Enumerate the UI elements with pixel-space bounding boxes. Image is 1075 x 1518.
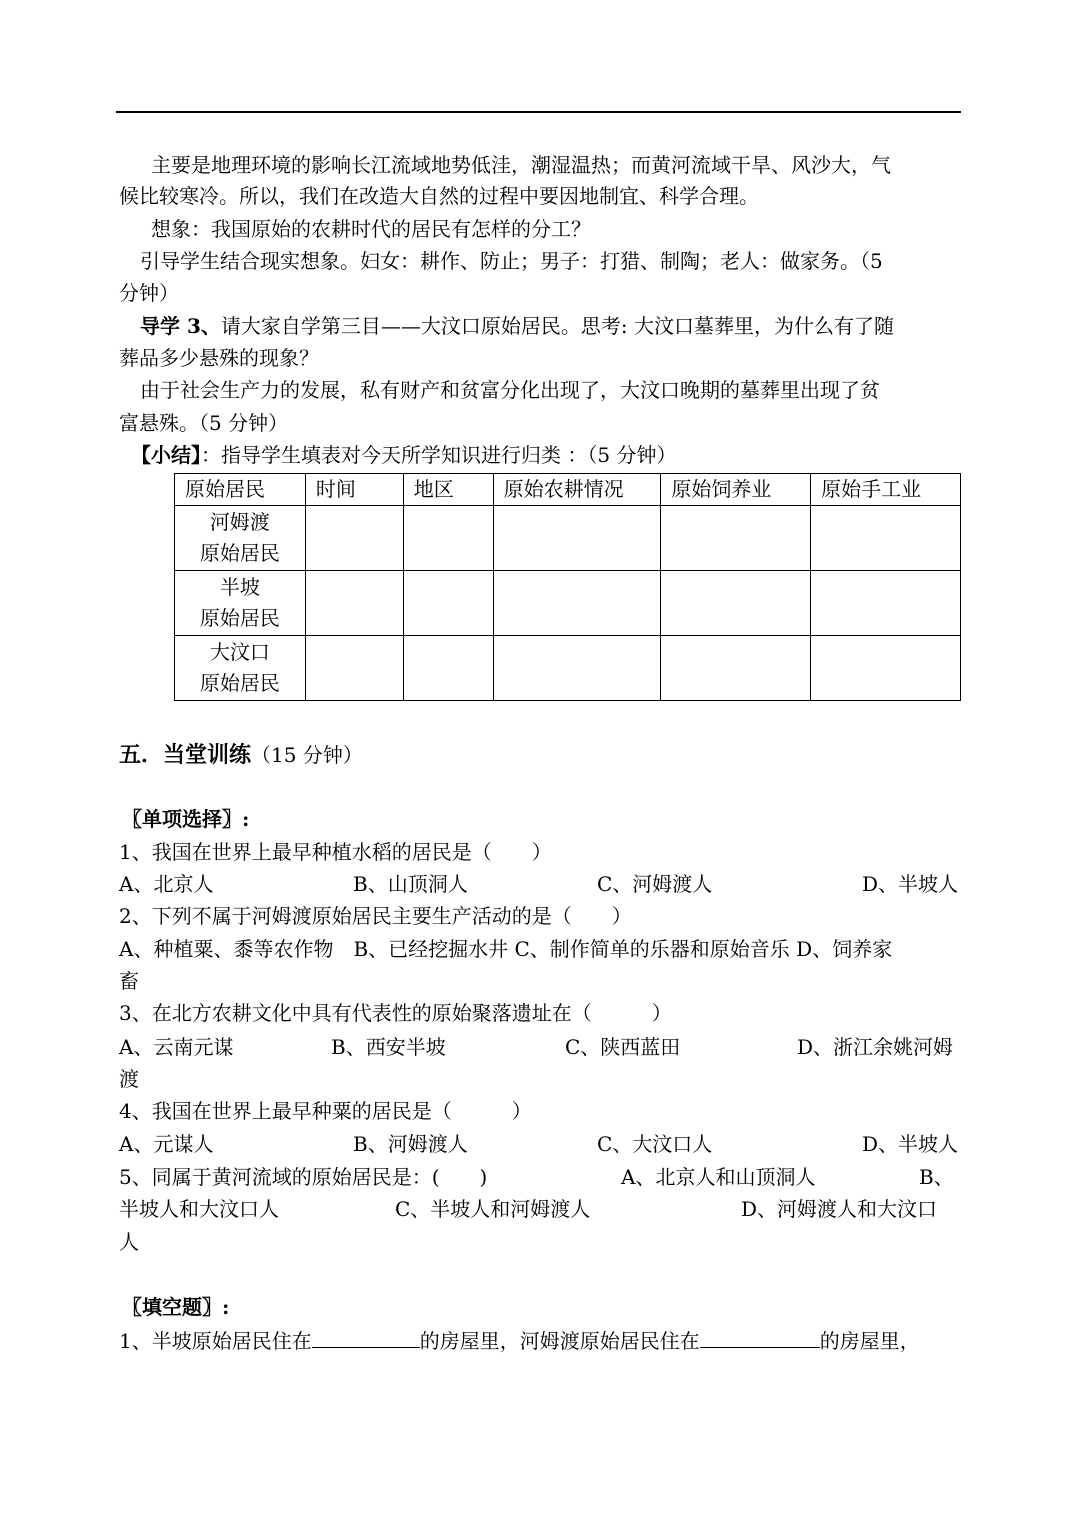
option-a[interactable]: A、元谋人 [119,1132,214,1156]
table-header-cell: 地区 [403,474,493,506]
question-stem: 4、我国在世界上最早种粟的居民是（ ） [119,1099,532,1123]
fill-text: 的房屋里，河姆渡原始居民住在 [419,1329,700,1353]
option-continuation: 人 [119,1230,139,1254]
option-continuation: 渡 [119,1067,139,1091]
fill-text: 1、半坡原始居民住在 [119,1329,312,1353]
table-cell[interactable] [305,636,403,701]
header-rule [116,111,961,113]
paragraph-line: 引导学生结合现实想象。妇女：耕作、防止；男子：打猎、制陶；老人：做家务。（5 [140,249,883,273]
table-header-cell: 时间 [305,474,403,506]
table-header-cell: 原始农耕情况 [493,474,661,506]
question-options: 畜 [119,969,139,993]
table-cell[interactable] [403,506,493,571]
paragraph-line: 想象：我国原始的农耕时代的居民有怎样的分工？ [151,217,591,241]
section-heading [119,739,363,771]
option-b-marker[interactable]: B、 [919,1165,954,1189]
table-cell[interactable] [493,636,661,701]
question-stem: 5、同属于黄河流域的原始居民是：( ) [119,1165,488,1189]
option-b[interactable]: 半坡人和大汶口人 [119,1197,279,1221]
paragraph-line: 由于社会生产力的发展，私有财产和贫富分化出现了，大汶口晚期的墓葬里出现了贫 [140,378,880,402]
table-cell[interactable] [811,636,961,701]
option-c[interactable]: C、陕西蓝田 [565,1035,681,1059]
summary-line [131,440,676,470]
guide-text: 请大家自学第三目——大汶口原始居民。思考: 大汶口墓葬里，为什么有了随 [220,314,894,338]
table-cell[interactable] [811,506,961,571]
table-row-label: 河姆渡 原始居民 [175,506,306,571]
paragraph-line: 候比较寒冷。所以，我们在改造大自然的过程中要因地制宜、科学合理。 [119,184,759,208]
option-a[interactable]: A、云南元谋 [119,1035,234,1059]
option-b[interactable]: B、山顶洞人 [353,872,468,896]
table-row [175,636,961,701]
paragraph-line: 富悬殊。（5 分钟） [119,411,289,435]
paragraph-line: 葬品多少悬殊的现象？ [119,346,319,370]
option-c[interactable]: C、大汶口人 [597,1132,713,1156]
table-header-row [175,474,961,506]
option-a[interactable]: A、北京人和山顶洞人 [621,1165,816,1189]
table-row [175,571,961,636]
fill-text: 的房屋里， [819,1329,920,1353]
table-cell[interactable] [305,506,403,571]
table-cell[interactable] [493,506,661,571]
option-b[interactable]: B、河姆渡人 [353,1132,468,1156]
table-header-cell: 原始饲养业 [661,474,811,506]
option-d[interactable]: D、半坡人 [862,1132,959,1156]
table-cell[interactable] [493,571,661,636]
table-cell[interactable] [305,571,403,636]
paragraph-line: 主要是地理环境的影响长江流域地势低洼，潮湿温热；而黄河流域干旱、风沙大，气 [151,153,891,177]
table-header-cell: 原始手工业 [811,474,961,506]
table-cell[interactable] [661,571,811,636]
summary-text: ：指导学生填表对今天所学知识进行归类 ：（5 分钟） [201,443,677,467]
option-d[interactable]: D、河姆渡人和大汶口 [741,1197,938,1221]
table-header-cell: 原始居民 [175,474,306,506]
option-d[interactable]: D、浙江余姚河姆 [797,1035,954,1059]
mcq-heading: 〖单项选择〗: [122,807,250,831]
answer-blank[interactable] [312,1325,420,1348]
option-c[interactable]: C、半坡人和河姆渡人 [395,1197,591,1221]
question-stem: 1、我国在世界上最早种植水稻的居民是（ ） [119,840,552,864]
table-cell[interactable] [403,571,493,636]
guide-label: 导学 3、 [140,314,221,338]
section-title: 五．当堂训练 [119,742,252,768]
answer-blank[interactable] [700,1325,820,1348]
question-stem: 3、在北方农耕文化中具有代表性的原始聚落遗址在（ ） [119,1001,672,1025]
table-cell[interactable] [661,506,811,571]
table-cell[interactable] [811,571,961,636]
section-duration: （15 分钟） [251,743,363,767]
option-d[interactable]: D、半坡人 [862,872,959,896]
table-cell[interactable] [403,636,493,701]
option-c[interactable]: C、河姆渡人 [597,872,713,896]
table-row-label: 半坡 原始居民 [175,571,306,636]
fill-question [119,1325,920,1356]
question-stem: 2、下列不属于河姆渡原始居民主要生产活动的是（ ） [119,904,632,928]
table-row-label: 大汶口 原始居民 [175,636,306,701]
table-row [175,506,961,571]
option-a[interactable]: A、北京人 [119,872,214,896]
table-cell[interactable] [661,636,811,701]
summary-table [174,473,961,701]
option-b[interactable]: B、西安半坡 [331,1035,446,1059]
paragraph-line: 分钟） [119,281,179,305]
summary-label: 【小结】 [131,443,201,467]
question-options[interactable]: A、种植粟、黍等农作物 B、已经挖掘水井 C、制作简单的乐器和原始音乐 D、饲养家 [119,937,893,961]
fill-heading: 〖填空题〗: [122,1295,230,1319]
paragraph-line [140,311,894,341]
